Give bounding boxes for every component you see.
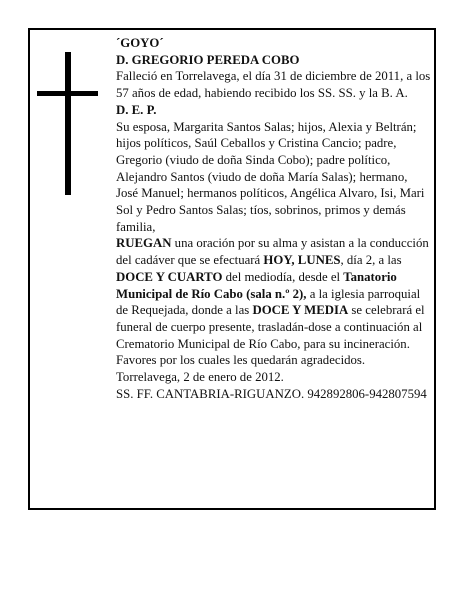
cross-icon-bar bbox=[37, 91, 98, 96]
deceased-name: D. GREGORIO PEREDA COBO bbox=[116, 52, 300, 67]
obituary-text bbox=[116, 35, 432, 402]
funeral-home: SS. FF. CANTABRIA-RIGUANZO. 942892806-942807594 bbox=[116, 386, 427, 401]
request: RUEGAN una oración por su alma y asistan a la conducción del cadáver que se efectuará HOY, LUNES, día 2, a las DOCE Y CUARTO del mediodía, desde el Tanatorio Municipal de Río Cabo (sala n.º 2), a la iglesia parroquial de Requejada, donde a las DOCE Y MEDIA se celebrará el funeral de cuerpo presente, trasladán-dose a continuación al Crematorio Municipal de Río Cabo, para su incineración. Favores por los cuales les quedarán agradecidos. bbox=[116, 236, 429, 368]
cross-icon bbox=[65, 52, 71, 195]
nickname: ´GOYO´ bbox=[116, 36, 164, 50]
announcement: Falleció en Torrelavega, el día 31 de diciembre de 2011, a los 57 años de edad, habiendo recibido los SS. SS. y la B. A. bbox=[116, 69, 431, 101]
family-list: Su esposa, Margarita Santos Salas; hijos, Alexia y Beltrán; hijos políticos, Saúl Ceballos y Cristina Cancio; padre, Gregorio (viudo de doña Sinda Cobo); padre político, Alejandro Santos (viudo de doña María Salas); hermano, José Manuel; hermanos políticos, Angélica Alvaro, Isi, Mari Sol y Pedro Santos Salas; tíos, sobrinos, primos y demás familia, bbox=[116, 119, 425, 234]
dep: D. E. P. bbox=[116, 102, 157, 117]
place-date: Torrelavega, 2 de enero de 2012. bbox=[116, 370, 284, 385]
